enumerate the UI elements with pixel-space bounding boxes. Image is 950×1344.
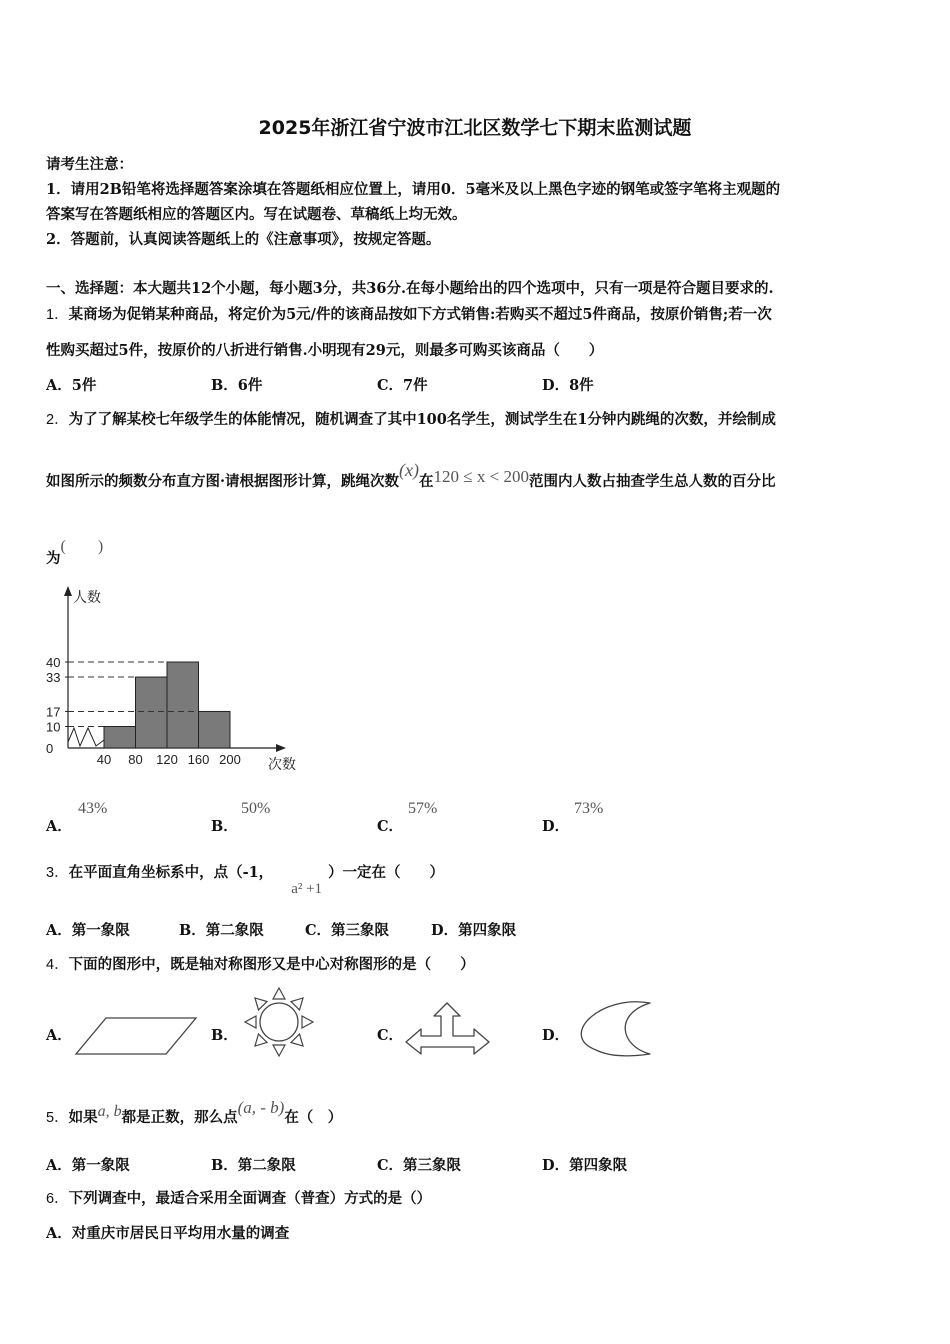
q3-option-c: C．第三象限 [305,922,390,939]
sun-ray-0 [273,988,285,999]
parallelogram-figure [74,1014,200,1058]
y-tick-label-10: 10 [46,719,61,735]
q4-number: 4． [46,957,69,973]
q2-range: 120 ≤ x < 200 [433,467,529,486]
q5-vars: a, b [97,1103,122,1120]
q5-option-c: C．第三象限 [377,1157,462,1174]
q3-option-b: B．第二象限 [179,922,264,939]
q5-text-c: 在（ ） [284,1109,343,1126]
q4-option-d-letter: D． [542,1027,570,1044]
arrows-figure [404,1000,492,1056]
sun-ray-6 [245,1016,256,1028]
x-tick-label-80: 80 [128,752,143,767]
q2-option-d-value: 73% [574,800,604,817]
x-tick-label-200: 200 [219,752,241,767]
q5-option-a: A．第一象限 [46,1157,130,1174]
q2-histogram [40,582,310,777]
q2-option-a-value: 43% [78,800,108,817]
q3-text-a: 在平面直角坐标系中，点（-1， [68,864,274,881]
q2-option-a-letter: A． [46,818,72,835]
q4-option-a-letter: A． [46,1027,72,1044]
axis-break-zigzag [68,728,104,746]
q2-option-c-letter: C． [377,818,404,835]
q4-option-b-letter: B． [211,1027,238,1044]
q2-option-d-letter: D． [542,818,570,835]
q6-option-a: A．对重庆市居民日平均用水量的调查 [46,1225,290,1242]
crescent-figure [570,1000,654,1058]
notice-line-1: 1．请用2B铅笔将选择题答案涂填在答题纸相应位置上，请用0．5毫米及以上黑色字迹的钢笔或签字笔将主观题的 [46,181,781,198]
q1-number: 1． [46,307,69,323]
histogram-bar-80-120 [136,677,168,748]
x-tick-label-120: 120 [156,752,178,767]
notice-line-2: 答案写在答题纸相应的答题区内。写在试题卷、草稿纸上均无效。 [46,206,467,223]
q1-line-2: 性购买超过5件，按原价的八折进行销售.小明现有29元，则最多可购买该商品（ ） [46,342,604,359]
q2-option-b-letter: B． [211,818,238,835]
y-axis-arrow [64,586,72,596]
q5-line [46,1098,343,1127]
histogram-bar-160-200 [199,711,231,748]
y-tick-label-33: 33 [46,670,61,686]
q2-text-3: 为 [46,550,61,567]
x-tick-label-160: 160 [187,752,210,767]
q2-line-2 [46,460,776,491]
q2-line-3 [46,538,104,568]
q1-text-1: 某商场为促销某种商品，将定价为5元/件的该商品按如下方式销售:若购买不超过5件商品，按原价销售;若一次 [68,306,772,323]
q3-expression: a² +1 [291,881,323,897]
q2-line-1 [46,408,776,429]
q6-text: 下列调查中，最适合采用全面调查（普查）方式的是（） [68,1190,432,1207]
q3-number: 3． [46,865,69,881]
notice-line-3: 2．答题前，认真阅读答题纸上的《注意事项》，按规定答题。 [46,231,441,248]
q1-line-1 [46,303,772,324]
q2-variable: (x) [399,460,420,480]
q5-text-a: 如果 [68,1109,98,1126]
q2-text-mid: 在 [419,473,434,490]
histogram-bar-120-160 [167,662,199,748]
q5-option-d: D．第四象限 [542,1157,628,1174]
q6-line [46,1187,431,1208]
q2-text-2b: 范围内人数占抽查学生总人数的百分比 [528,473,776,490]
sun-ray-4 [273,1045,285,1056]
q2-text-1: 为了了解某校七年级学生的体能情况，随机调查了其中100名学生，测试学生在1分钟内跳绳的次数，并绘制成 [68,411,776,428]
y-tick-label-17: 17 [46,704,61,720]
q3-option-a: A．第一象限 [46,922,130,939]
y-axis-label: 人数 [73,589,101,605]
x-tick-label-40: 40 [96,752,112,767]
y-tick-label-0: 0 [46,741,54,756]
sun-figure [238,985,320,1061]
q5-option-b: B．第二象限 [211,1157,296,1174]
q4-text: 下面的图形中，既是轴对称图形又是中心对称图形的是（ ） [68,956,475,973]
q6-number: 6． [46,1191,69,1207]
q2-number: 2． [46,412,69,428]
q2-paren: ( ) [60,538,104,555]
q5-number: 5． [46,1110,69,1126]
q4-option-c-letter: C． [377,1027,404,1044]
q5-text-b: 都是正数，那么点 [121,1109,238,1126]
x-axis-arrow [276,744,286,752]
q4-line [46,953,475,974]
q2-option-b-value: 50% [241,800,271,817]
q2-option-c-value: 57% [408,800,438,817]
q3-line [46,861,445,897]
sun-ray-2 [302,1016,313,1028]
histogram-bar-40-80 [104,727,136,749]
page-title: 2025年浙江省宁波市江北区数学七下期末监测试题 [258,117,692,139]
section-header: 一、选择题：本大题共12个小题，每小题3分，共36分.在每小题给出的四个选项中，只有一项是符合题目要求的. [46,280,774,297]
q1-option-b: B．6件 [211,377,263,394]
q5-point: (a, - b) [237,1098,285,1117]
q2-text-2a: 如图所示的频数分布直方图·请根据图形计算，跳绳次数 [46,473,400,490]
q1-option-a: A．5件 [46,377,97,394]
q3-text-b: ）一定在（ ） [328,864,445,881]
q3-option-d: D．第四象限 [431,922,517,939]
q1-option-c: C．7件 [377,377,428,394]
q1-option-d: D．8件 [542,377,594,394]
notice-heading: 请考生注意： [46,156,133,173]
y-tick-label-40: 40 [46,655,61,670]
x-axis-label: 次数 [268,756,296,772]
